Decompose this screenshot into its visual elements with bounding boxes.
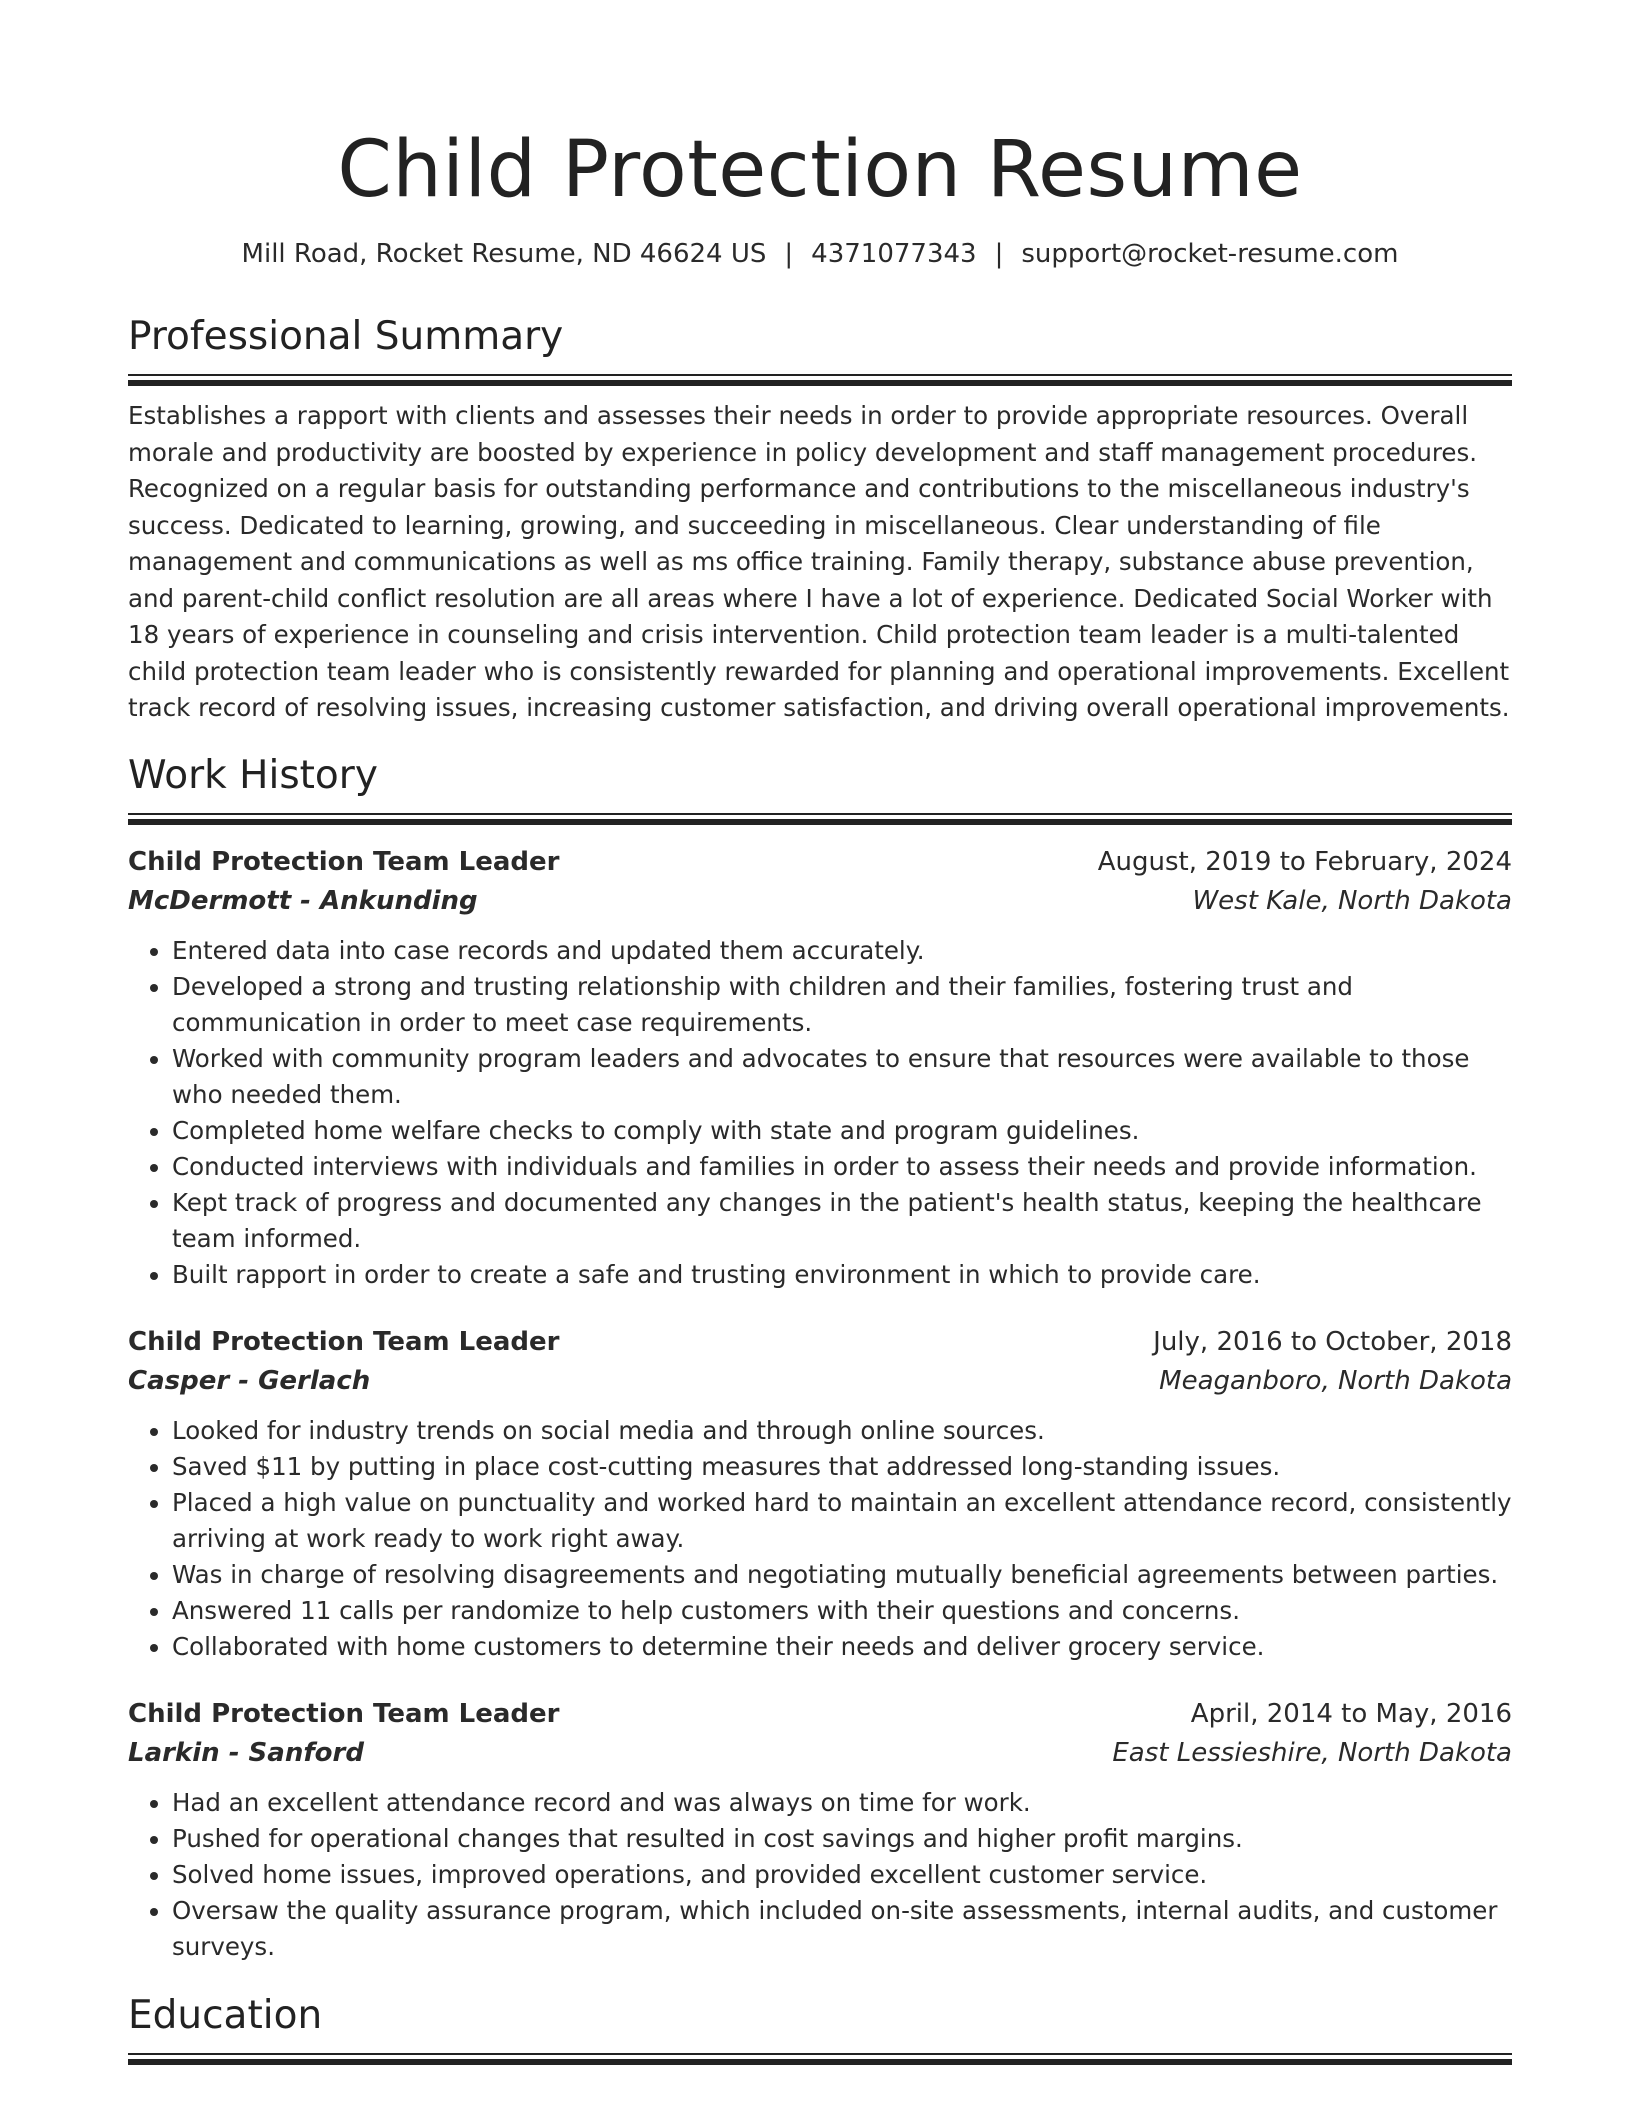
section-heading: Work History [128, 753, 378, 798]
job-employer-row [128, 881, 1512, 921]
job-bullet: • Placed a high value on punctuality and worked hard to maintain an excellent attendance record, consistently arriving at work ready to work right away. [172, 1485, 1512, 1557]
job-title-row [128, 1695, 1512, 1733]
job-bullet: • Oversaw the quality assurance program, which included on-site assessments, internal audits, and customer surveys. [172, 1893, 1512, 1965]
job-bullet: • Built rapport in order to create a safe and trusting environment in which to provide care. [172, 1257, 1512, 1293]
job-bullet: • Worked with community program leaders and advocates to ensure that resources were available to those who needed them. [172, 1041, 1512, 1113]
job-bullet: • Collaborated with home customers to determine their needs and deliver grocery service. [172, 1629, 1512, 1665]
section-divider [128, 2053, 1512, 2065]
contact-separator: | [994, 239, 1004, 269]
job-title: Child Protection Team Leader [128, 1699, 560, 1729]
job-dates: July, 2016 to October, 2018 [1153, 1327, 1512, 1357]
job-dates: August, 2019 to February, 2024 [1097, 847, 1512, 877]
job-bullet: • Had an excellent attendance record and was always on time for work. [172, 1785, 1512, 1821]
job-bullet: • Pushed for operational changes that resulted in cost savings and higher profit margins. [172, 1821, 1512, 1857]
job-bullet: • Solved home issues, improved operations, and provided excellent customer service. [172, 1857, 1512, 1893]
job-entry [128, 843, 1512, 1293]
contact-separator: | [784, 239, 794, 269]
job-bullets [128, 1785, 1512, 1965]
job-title: Child Protection Team Leader [128, 847, 560, 877]
contact-email: support@rocket-resume.com [1021, 239, 1399, 269]
job-bullet: • Looked for industry trends on social media and through online sources. [172, 1413, 1512, 1449]
summary-text: Establishes a rapport with clients and assesses their needs in order to provide appropriate resources. Overall morale and productivity are boosted by experience in policy development and staff management procedures. Recognized on a regular basis for outstanding performance and contributions to the miscellaneous industry's success. Dedicated to learning, growing, and succeeding in miscellaneous. Clear understanding of file management and communications as well as ms office training. Family therapy, substance abuse prevention, and parent-child conflict resolution are all areas where I have a lot of experience. Dedicated Social Worker with 18 years of experience in counseling and crisis intervention. Child protection team leader is a multi-talented child protection team leader who is consistently rewarded for planning and operational improvements. Excellent track record of resolving issues, increasing customer satisfaction, and driving overall operational improvements. [128, 401, 1510, 722]
section-divider [128, 374, 1512, 386]
job-entry [128, 1695, 1512, 1965]
job-bullets [128, 1413, 1512, 1665]
job-dates: April, 2014 to May, 2016 [1190, 1699, 1512, 1729]
education-section [128, 1991, 1512, 2065]
job-list [128, 843, 1512, 1965]
resume-page [128, 0, 1512, 2065]
job-bullet: • Completed home welfare checks to comply with state and program guidelines. [172, 1113, 1512, 1149]
job-entry [128, 1323, 1512, 1665]
job-employer: Casper - Gerlach [128, 1366, 371, 1396]
contact-phone: 4371077343 [811, 239, 977, 269]
job-bullet: • Entered data into case records and updated them accurately. [172, 933, 1512, 969]
job-bullet: • Saved $11 by putting in place cost-cutting measures that addressed long-standing issues. [172, 1449, 1512, 1485]
professional-summary-section [128, 312, 1512, 727]
job-bullet: • Answered 11 calls per randomize to help customers with their questions and concerns. [172, 1593, 1512, 1629]
job-employer: McDermott - Ankunding [128, 886, 478, 916]
job-title: Child Protection Team Leader [128, 1327, 560, 1357]
job-title-row [128, 1323, 1512, 1361]
contact-line [128, 236, 1512, 272]
job-employer-row [128, 1361, 1512, 1401]
contact-address: Mill Road, Rocket Resume, ND 46624 US [241, 239, 767, 269]
job-bullet: • Kept track of progress and documented any changes in the patient's health status, keeping the healthcare team informed. [172, 1185, 1512, 1257]
job-bullets [128, 933, 1512, 1293]
job-bullet: • Was in charge of resolving disagreements and negotiating mutually beneficial agreements between parties. [172, 1557, 1512, 1593]
job-location: East Lessieshire, North Dakota [1112, 1738, 1512, 1768]
job-location: West Kale, North Dakota [1192, 886, 1512, 916]
section-divider [128, 813, 1512, 825]
work-history-section [128, 751, 1512, 1965]
job-title-row [128, 843, 1512, 881]
section-heading: Professional Summary [128, 314, 564, 359]
job-bullet: • Developed a strong and trusting relationship with children and their families, fostering trust and communication in order to meet case requirements. [172, 969, 1512, 1041]
job-bullet: • Conducted interviews with individuals and families in order to assess their needs and provide information. [172, 1149, 1512, 1185]
resume-title: Child Protection Resume [337, 125, 1303, 215]
job-employer-row [128, 1733, 1512, 1773]
job-employer: Larkin - Sanford [128, 1738, 364, 1768]
job-location: Meaganboro, North Dakota [1159, 1366, 1512, 1396]
section-heading: Education [128, 1993, 323, 2038]
